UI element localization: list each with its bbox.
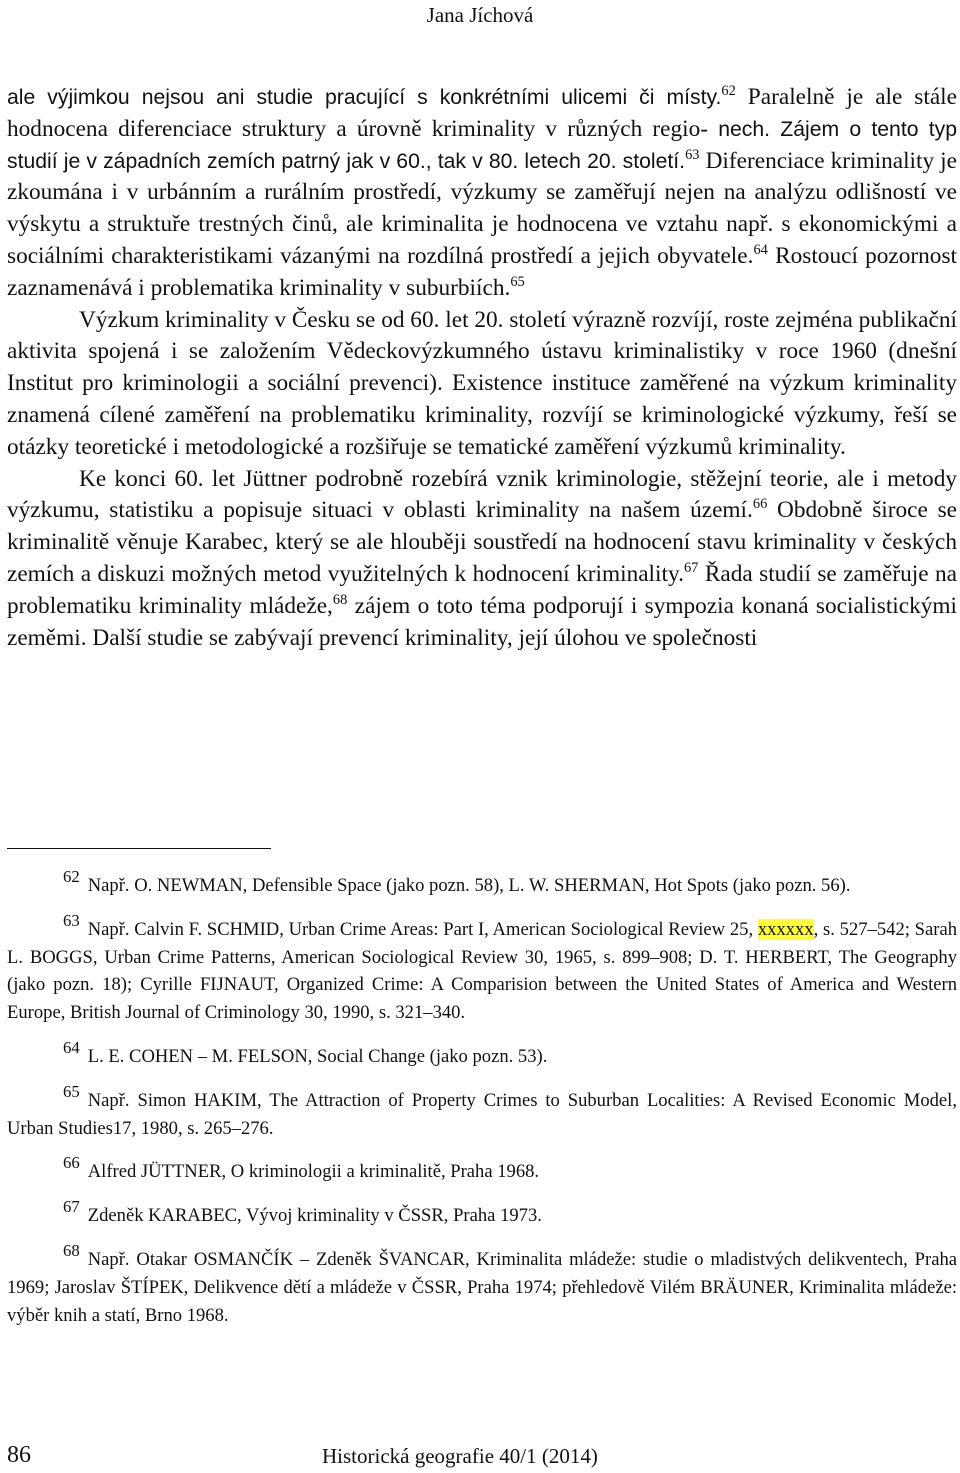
paragraph-3-text-c: Řada studií se zaměřuje na problematiku kriminality mládeže, (7, 560, 957, 619)
running-head-author: Jana Jíchová (426, 3, 534, 27)
footnote-66 (7, 1153, 957, 1186)
footnote-text-before: Např. Calvin F. SCHMID, Urban Crime Areas: Part I, American Sociological Review 25, (87, 918, 758, 940)
paragraph-1-text-b: Diferenciace kriminality je zkoumána i v urbánním a rurálním prostředí, výzkumy se zaměřují nejen na analýzu odlišností ve výskytu a struktuře trestných činů, ale kriminalita je hodnocena ve vztahu např. s ekonomickými a sociálními charakteristikami vázanými na rozdílná prostředí a jejich obyvatele. (7, 147, 957, 269)
footnote-number: 66 (63, 1153, 80, 1173)
paragraph-2: Výzkum kriminality v Česku se od 60. let 20. století výrazně rozvíjí, roste zejména publikační aktivita spojená i se založením Vědeckovýzkumného ústavu kriminalistiky v roce 1960 (dnešní Institut pro kriminologii a sociální prevenci). Existence instituce zaměřené na výzkum kriminality znamená cílené zaměření na problematiku kriminality, rozvíjí se kriminologické výzkumy, řeší se otázky teoretické i metodologické a rozšiřuje se tematické zaměření výzkumů kriminality. (7, 306, 957, 460)
footnote-63 (7, 910, 957, 1027)
footnote-number: 64 (63, 1037, 80, 1057)
footnote-text-after: , s. 527–542; Sarah L. BOGGS, Urban Crime Patterns, American Sociological Review 30, 1965, s. 899–908; D. T. HERBERT, The Geography (jako pozn. 18); Cyrille FIJNAUT, Organized Crime: A Comparision between the United States of America and Western Europe, British Journal of Criminology 30, 1990, s. 321–340. (7, 918, 957, 1024)
footnote-ref-63[interactable]: 63 (685, 146, 700, 163)
paragraph-1-sans-a: ale výjimkou nejsou ani studie pracující s konkrétními ulicemi či místy. (7, 86, 722, 109)
footnote-68 (7, 1240, 957, 1329)
footnote-62 (7, 866, 957, 900)
footnote-ref-64[interactable]: 64 (753, 242, 768, 259)
footnote-number: 65 (63, 1081, 80, 1101)
page-number: 86 (7, 1442, 31, 1468)
footnote-separator (7, 848, 271, 849)
paragraph-1 (7, 82, 957, 305)
paragraph-3-text-d: zájem o toto téma podporují i sympozia konaná socialistickými zeměmi. Další studie se zabývají prevencí kriminality, její úlohou ve společnosti (7, 592, 957, 651)
body-text (7, 82, 957, 654)
footnote-text: Např. Simon HAKIM, The Attraction of Property Crimes to Suburban Localities: A Revised Economic Model, Urban Studies17, 1980, s. 265–276. (7, 1089, 957, 1139)
paragraph-1-text-a: Paralelně je ale stále hodnocena diferenciace struktury a úrovně kriminality v různých regio- (7, 84, 957, 142)
footnote-text: Např. Otakar OSMANČÍK – Zdeněk ŠVANCAR, Kriminalita mládeže: studie o mladistvých delikventech, Praha 1969; Jaroslav ŠTÍPEK, Delikvence dětí a mládeže v ČSSR, Praha 1974; přehledově Vilém BRÄUNER, Kriminalita mládeže: výběr knih a statí, Brno 1968. (7, 1248, 957, 1326)
journal-citation: Historická geografie 40/1 (2014) (322, 1444, 598, 1468)
footnote-number: 67 (63, 1196, 80, 1216)
paragraph-1-text-c: Rostoucí pozornost zaznamenává i problematika kriminality v suburbiích. (7, 242, 957, 301)
footnote-ref-62[interactable]: 62 (721, 83, 736, 100)
footnote-number: 68 (63, 1240, 80, 1260)
footnote-text: Např. O. NEWMAN, Defensible Space (jako pozn. 58), L. W. SHERMAN, Hot Spots (jako pozn. 56). (87, 875, 851, 896)
footnote-ref-67[interactable]: 67 (683, 560, 699, 576)
footnote-text: Zdeněk KARABEC, Vývoj kriminality v ČSSR, Praha 1973. (87, 1205, 542, 1227)
footnote-64 (7, 1037, 957, 1071)
footnote-number: 62 (63, 866, 80, 886)
footnote-67 (7, 1196, 957, 1230)
footnote-ref-68[interactable]: 68 (332, 591, 348, 608)
footnote-number: 63 (63, 910, 80, 930)
footnote-65 (7, 1081, 957, 1143)
paragraph-3-text-b: Obdobně široce se kriminalitě věnuje Karabec, který se ale hlouběji soustředí na hodnocení stavu kriminality v českých zemích a diskuzi možných metod využitelných k hodnocení kriminality. (7, 497, 957, 587)
paragraph-3 (7, 464, 957, 655)
footnote-text: Alfred JÜTTNER, O kriminologii a kriminalitě, Praha 1968. (87, 1161, 540, 1183)
paragraph-3-text-a: Ke konci 60. let Jüttner podrobně rozebírá vznik kriminologie, stěžejní teorie, ale i metody výzkumu, statistiku a popisuje situaci v oblasti kriminality na našem území. (7, 465, 957, 524)
footnotes (7, 866, 957, 1345)
paragraph-1-sans-b: nech. Zájem o tento typ studií je v západních zemích patrný jak v 60., tak v 80. letech 20. století. (7, 117, 958, 173)
footnote-ref-66[interactable]: 66 (752, 496, 768, 513)
footnote-ref-65[interactable]: 65 (510, 273, 525, 290)
highlighted-text: xxxxxx (757, 918, 814, 940)
footnote-text: L. E. COHEN – M. FELSON, Social Change (jako pozn. 53). (87, 1045, 548, 1067)
